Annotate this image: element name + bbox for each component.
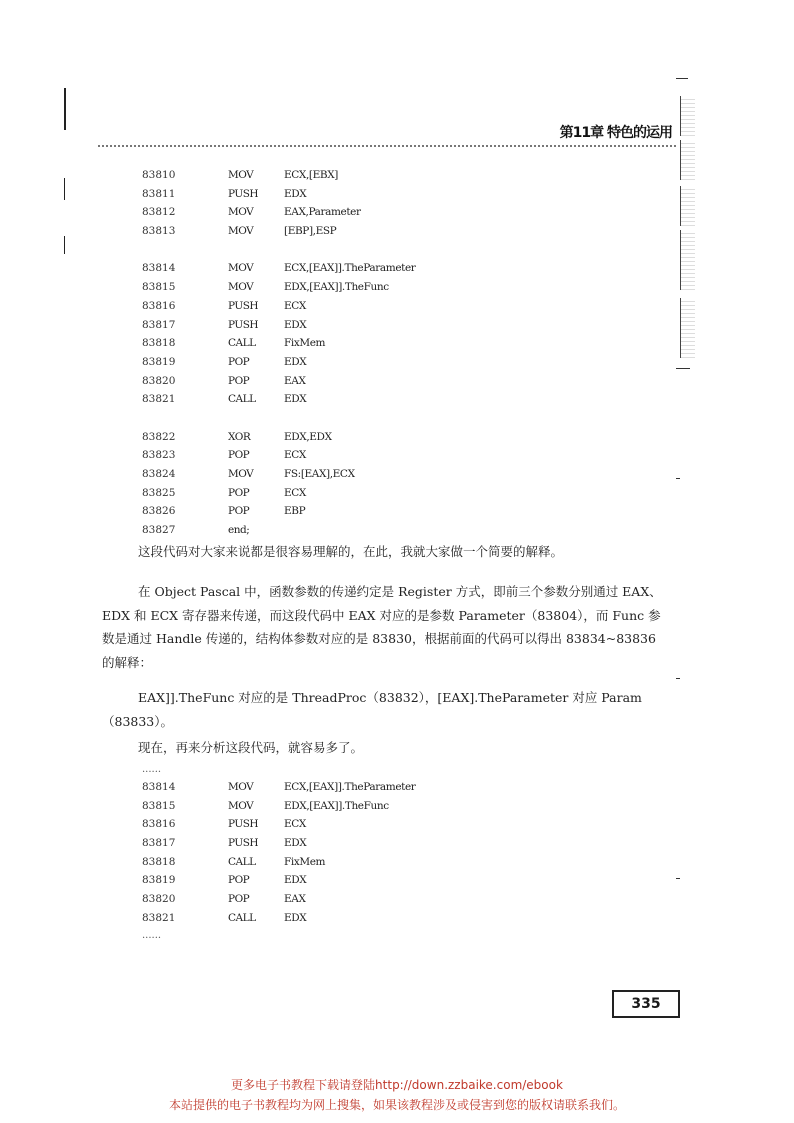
opcode: MOV [228,781,254,793]
line-number: 83812 [142,206,176,219]
line-number: 83816 [142,818,176,831]
chapter-header: 第11章 特色的运用 [559,125,672,141]
line-number: 83818 [142,337,176,350]
line-number: 83815 [142,799,176,812]
paragraph-2 [102,580,668,674]
opcode: MOV [228,206,254,219]
opcode: end; [228,524,250,537]
opcode: POP [228,874,250,887]
scan-edge-strip [676,78,694,1008]
operand: ECX [284,449,306,462]
operand: EDX,EDX [284,430,332,443]
line-number: 83819 [142,355,176,368]
operand: FS:[EAX],ECX [284,468,355,480]
paragraph-3-text: EAX]].TheFunc 对应的是 ThreadProc（83832），[EAX].TheParameter 对应 Param（83833）。 [102,690,642,729]
line-number: 83821 [142,393,176,406]
line-number: 83819 [142,874,176,887]
operand: EAX [284,893,306,906]
opcode: PUSH [228,837,259,850]
operand: EDX,[EAX]].TheFunc [284,799,389,812]
operand: FixMem [284,337,326,350]
paragraph-4 [102,736,668,760]
operand: EDX,[EAX]].TheFunc [284,281,389,294]
margin-line-1 [64,88,66,130]
paragraph-1-text: 这段代码对大家来说都是很容易理解的，在此，我就大家做一个简要的解释。 [138,544,564,559]
opcode: POP [228,505,250,518]
header-rule [98,145,676,147]
operand: EDX [284,874,307,887]
line-number: 83824 [142,468,176,480]
footer-disclaimer: 本站提供的电子书教程均为网上搜集，如果该教程涉及或侵害到您的版权请联系我们。 [168,1098,625,1112]
opcode: CALL [228,855,256,868]
paragraph-1 [102,540,668,564]
line-number: 83821 [142,911,176,924]
page-number: 335 [612,990,680,1018]
line-number: 83817 [142,837,176,850]
opcode: POP [228,893,250,906]
line-number: 83820 [142,893,176,906]
margin-line-2 [64,178,65,200]
line-number: 83825 [142,486,176,499]
operand: ECX,[EBX] [284,169,338,181]
opcode: MOV [228,262,254,275]
opcode: POP [228,486,250,499]
ellipsis-top: ...... [142,764,162,775]
opcode: PUSH [228,818,259,831]
operand: ECX [284,818,306,831]
footer-download-link[interactable]: 更多电子书教程下载请登陆http://down.zzbaike.com/ebook [231,1078,563,1092]
opcode: PUSH [228,299,259,312]
line-number: 83815 [142,281,176,294]
operand: EDX [284,837,307,850]
ellipsis-bottom: ...... [142,930,162,941]
opcode: POP [228,355,250,368]
operand: EBP [284,505,306,518]
operand: ECX,[EAX]].TheParameter [284,262,416,275]
operand: FixMem [284,855,326,868]
operand: EAX [284,374,306,387]
operand: EAX,Parameter [284,206,361,219]
paragraph-4-text: 现在，再来分析这段代码，就容易多了。 [138,740,364,755]
line-number: 83823 [142,449,176,462]
operand: ECX [284,486,306,499]
line-number: 83818 [142,855,176,868]
operand: EDX [284,318,307,331]
line-number: 83827 [142,524,176,537]
opcode: MOV [228,281,254,294]
operand: ECX,[EAX]].TheParameter [284,781,416,793]
line-number: 83826 [142,505,176,518]
opcode: PUSH [228,318,259,331]
opcode: POP [228,449,250,462]
line-number: 83814 [142,262,176,275]
margin-line-3 [64,236,65,254]
opcode: CALL [228,393,256,406]
line-number: 83822 [142,430,176,443]
opcode: MOV [228,169,254,181]
opcode: XOR [228,430,251,443]
line-number: 83811 [142,187,176,200]
opcode: POP [228,374,250,387]
opcode: MOV [228,468,254,480]
opcode: CALL [228,337,256,350]
line-number: 83813 [142,225,176,238]
operand: EDX [284,355,307,368]
operand: [EBP],ESP [284,225,337,238]
line-number: 83820 [142,374,176,387]
line-number: 83816 [142,299,176,312]
paragraph-3 [102,686,668,733]
line-number: 83814 [142,781,176,793]
opcode: CALL [228,911,256,924]
opcode: PUSH [228,187,259,200]
opcode: MOV [228,225,254,238]
line-number: 83817 [142,318,176,331]
operand: EDX [284,393,307,406]
operand: EDX [284,187,307,200]
operand: EDX [284,911,307,924]
line-number: 83810 [142,169,176,181]
operand: ECX [284,299,306,312]
opcode: MOV [228,799,254,812]
paragraph-2-text: 在 Object Pascal 中，函数参数的传递约定是 Register 方式，即前三个参数分别通过 EAX、EDX 和 ECX 寄存器来传递，而这段代码中 EAX 对应的是参数 Parameter（83804），而 Func 参数是通过 Handle 传递的，结构体参数对应的是 83830，根据前面的代码可以得出 83834~83836 的解释： [102,584,662,670]
